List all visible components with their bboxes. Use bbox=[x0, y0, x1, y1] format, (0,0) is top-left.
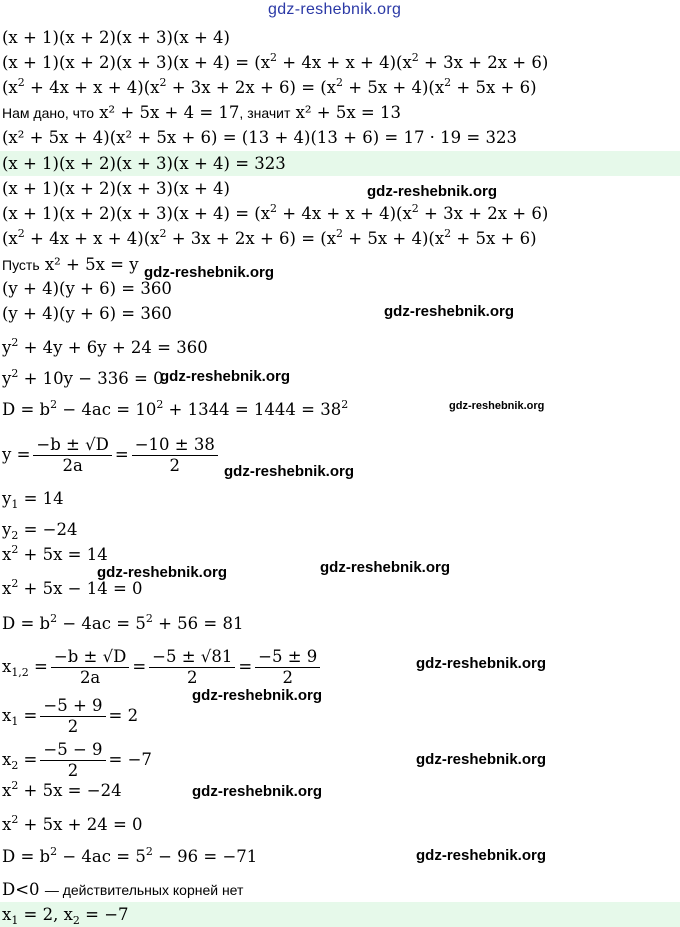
math-line: $x^2 + 5x = -24$ bbox=[2, 779, 122, 800]
math-line: (x + 1)(x + 2)(x + 3)(x + 4) bbox=[2, 179, 230, 198]
given-text: Нам дано, что bbox=[2, 105, 94, 121]
math-line: $(x + 1)(x + 2)(x + 3)(x + 4) = (x^2 + 4x + x + 4)(x^2 + 3x + 2x + 6)$ bbox=[2, 202, 549, 223]
watermark: gdz-reshebnik.org bbox=[384, 303, 515, 320]
watermark: gdz-reshebnik.org bbox=[416, 847, 547, 864]
given-line bbox=[0, 102, 680, 124]
watermark: gdz-reshebnik.org bbox=[144, 264, 275, 281]
fraction bbox=[33, 435, 111, 476]
given-text-mid: , значит bbox=[239, 105, 291, 121]
watermark: gdz-reshebnik.org bbox=[160, 368, 291, 385]
substitution-equation: x² + 5x = y bbox=[44, 255, 139, 274]
math-line: $y^2 + 4y + 6y + 24 = 360$ bbox=[2, 336, 208, 357]
root-x2: $x_2$ = $\frac{-5 - 9}{2}$ = −7 bbox=[2, 739, 152, 780]
math-line: $y^2 + 10y - 336 = 0$ bbox=[2, 367, 164, 388]
math-line: $(x^2 + 4x + x + 4)(x^2 + 3x + 2x + 6) = (x^2 + 5x + 4)(x^2 + 5x + 6)$ bbox=[2, 227, 537, 248]
denominator: 2 bbox=[67, 716, 79, 736]
watermark: gdz-reshebnik.org bbox=[224, 463, 355, 480]
quadratic-formula-y: y = $\frac{-b \pm √D}{2a}$ = $\frac{-10 \pm 38}{2}$ bbox=[0, 426, 680, 484]
fraction bbox=[40, 740, 105, 781]
fraction bbox=[149, 647, 235, 688]
quadratic-formula-x: $x_{1,2}$ = $\frac{-b \pm √D}{2a}$ = $\frac{-5 \pm √81}{2}$ = $\frac{-5 \pm 9}{2}$ bbox=[0, 640, 680, 694]
math-line: $(x^2 + 4x + x + 4)(x^2 + 3x + 2x + 6) = (x^2 + 5x + 4)(x^2 + 5x + 6)$ bbox=[2, 76, 537, 97]
denominator: 2 bbox=[187, 667, 198, 687]
discriminant-line: $D = b^2 - 4ac = 5^2 - 96 = -71$ bbox=[2, 845, 258, 866]
denominator: 2a bbox=[79, 667, 101, 687]
denominator: 2 bbox=[282, 667, 293, 687]
denominator: 2a bbox=[62, 455, 83, 475]
math-line: (y + 4)(y + 6) = 360 bbox=[2, 304, 172, 323]
given-equation-2: x² + 5x = 13 bbox=[295, 103, 401, 122]
math-line: $x^2 + 5x - 14 = 0$ bbox=[2, 577, 143, 598]
fraction bbox=[40, 696, 105, 737]
math-line: (x² + 5x + 4)(x² + 5x + 6) = (13 + 4)(13 + 6) = 17 · 19 = 323 bbox=[2, 128, 517, 147]
root-y1: $y_1 = 14$ bbox=[2, 489, 64, 511]
denominator: 2 bbox=[67, 760, 79, 780]
watermark: gdz-reshebnik.org bbox=[367, 183, 498, 200]
math-line: (y + 4)(y + 6) = 360 bbox=[2, 279, 172, 298]
numerator: −10 ± 38 bbox=[132, 435, 218, 456]
watermark: gdz-reshebnik.org bbox=[416, 655, 547, 672]
answer-line-highlighted: (x + 1)(x + 2)(x + 3)(x + 4) = 323 bbox=[0, 151, 680, 176]
math-line: $x^2 + 5x + 24 = 0$ bbox=[2, 813, 143, 834]
fraction bbox=[51, 647, 129, 688]
no-roots-line bbox=[0, 879, 680, 901]
substitution-text: Пусть bbox=[2, 257, 40, 273]
math-line: $(x + 1)(x + 2)(x + 3)(x + 4) = (x^2 + 4x + x + 4)(x^2 + 3x + 2x + 6)$ bbox=[2, 51, 549, 72]
watermark: gdz-reshebnik.org bbox=[192, 687, 323, 704]
watermark: gdz-reshebnik.org bbox=[416, 751, 547, 768]
fraction bbox=[132, 435, 218, 476]
numerator: −b ± √D bbox=[51, 647, 129, 668]
numerator: −5 ± 9 bbox=[255, 647, 320, 668]
watermark: gdz-reshebnik.org bbox=[97, 564, 228, 581]
denominator: 2 bbox=[169, 455, 180, 475]
root-x1: $x_1$ = $\frac{-5 + 9}{2}$ = 2 bbox=[2, 695, 139, 736]
final-answer-highlighted: $x_1 = 2$, $x_2 = -7$ bbox=[0, 902, 680, 927]
discriminant-line: $D = b^2 - 4ac = 5^2 + 56 = 81$ bbox=[2, 612, 244, 633]
watermark-top: gdz-reshebnik.org bbox=[268, 1, 402, 18]
numerator: −5 − 9 bbox=[40, 740, 105, 761]
watermark: gdz-reshebnik.org bbox=[192, 783, 323, 800]
discriminant-line: $D = b^2 - 4ac = 10^2 + 1344 = 1444 = 38^2$ bbox=[2, 398, 349, 419]
fraction bbox=[255, 647, 320, 688]
given-equation: x² + 5x + 4 = 17 bbox=[99, 103, 240, 122]
numerator: −5 + 9 bbox=[40, 696, 105, 717]
watermark: gdz-reshebnik.org bbox=[449, 400, 545, 412]
numerator: −b ± √D bbox=[33, 435, 111, 456]
math-line: $x^2 + 5x = 14$ bbox=[2, 543, 108, 564]
substitution-line bbox=[0, 254, 680, 276]
watermark: gdz-reshebnik.org bbox=[320, 559, 451, 576]
discriminant-negative: D<0 bbox=[2, 880, 40, 899]
numerator: −5 ± √81 bbox=[149, 647, 235, 668]
no-roots-text: — действительных корней нет bbox=[44, 882, 244, 898]
root-y2: $y_2 = -24$ bbox=[2, 520, 78, 542]
math-line: (x + 1)(x + 2)(x + 3)(x + 4) bbox=[2, 28, 230, 47]
